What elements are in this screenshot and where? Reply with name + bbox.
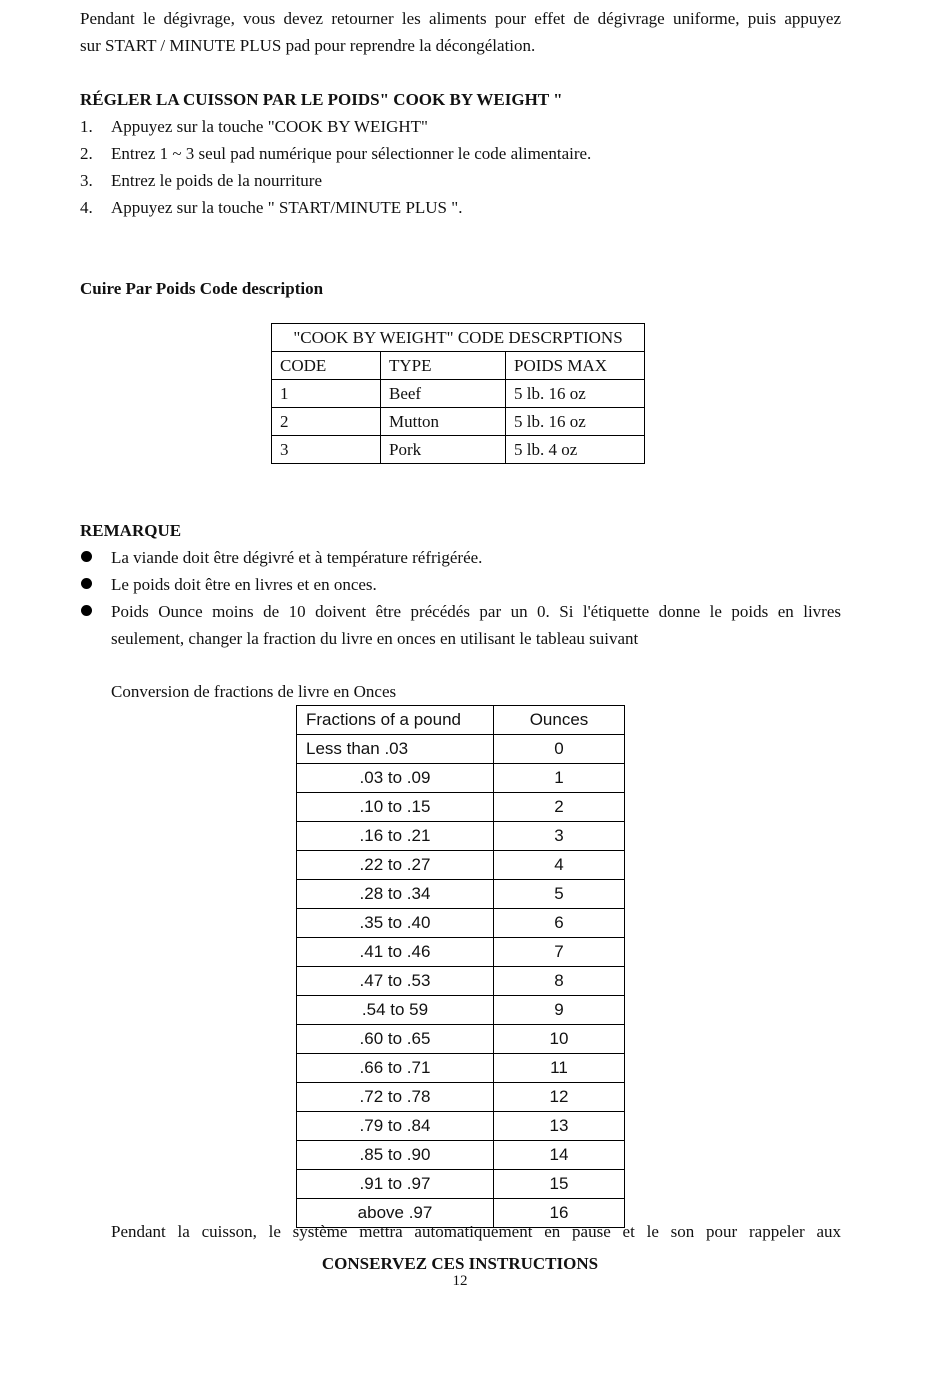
step-text: Appuyez sur la touche "COOK BY WEIGHT" <box>111 117 428 136</box>
table-cell: Less than .03 <box>297 735 494 764</box>
table-row <box>297 1083 625 1112</box>
table-cell: 1 <box>272 380 381 408</box>
column-header-ounces: Ounces <box>494 706 625 735</box>
step-number: 1. <box>80 117 93 136</box>
table-cell: 3 <box>494 822 625 851</box>
column-header-fractions: Fractions of a pound <box>297 706 494 735</box>
table-row <box>272 380 645 408</box>
table-row <box>297 793 625 822</box>
remarque-item-continued: seulement, changer la fraction du livre en onces en utilisant le tableau suivant <box>111 629 639 648</box>
remarque-item: Poids Ounce moins de 10 doivent être précédés par un 0. Si l'étiquette donne le poids en livres <box>111 602 841 621</box>
step-number: 4. <box>80 198 93 217</box>
table-cell: 3 <box>272 436 381 464</box>
column-header-type: TYPE <box>381 352 506 380</box>
table-cell: .47 to .53 <box>297 967 494 996</box>
table-row <box>297 938 625 967</box>
table-cell: 15 <box>494 1170 625 1199</box>
table-cell: 5 lb. 16 oz <box>506 408 645 436</box>
table-cell: 10 <box>494 1025 625 1054</box>
table-cell: .28 to .34 <box>297 880 494 909</box>
remarque-item: La viande doit être dégivré et à température réfrigérée. <box>111 548 483 567</box>
table-row <box>297 996 625 1025</box>
table-cell: .85 to .90 <box>297 1141 494 1170</box>
table-row <box>297 1112 625 1141</box>
column-header-poids-max: POIDS MAX <box>506 352 645 380</box>
table-cell: 13 <box>494 1112 625 1141</box>
step-text: Appuyez sur la touche " START/MINUTE PLUS ". <box>111 198 463 217</box>
closing-line: Pendant la cuisson, le système mettra automatiquement en pause et le son pour rappeler aux <box>111 1222 841 1241</box>
table-cell: .54 to 59 <box>297 996 494 1025</box>
table-row <box>297 1054 625 1083</box>
table-row <box>297 764 625 793</box>
table-header-row <box>272 352 645 380</box>
table-cell: 16 <box>494 1199 625 1228</box>
table-cell: Mutton <box>381 408 506 436</box>
remarque-heading: REMARQUE <box>80 521 182 540</box>
section-weight-heading: RÉGLER LA CUISSON PAR LE POIDS" COOK BY WEIGHT " <box>80 90 563 109</box>
table-cell: 2 <box>272 408 381 436</box>
table-row <box>297 967 625 996</box>
table-cell: 2 <box>494 793 625 822</box>
table-title: "COOK BY WEIGHT" CODE DESCRPTIONS <box>272 324 645 352</box>
column-header-code: CODE <box>272 352 381 380</box>
page-number: 12 <box>452 1273 468 1289</box>
table-title-row <box>272 324 645 352</box>
table-cell: 0 <box>494 735 625 764</box>
table-cell: 14 <box>494 1141 625 1170</box>
table-cell: .03 to .09 <box>297 764 494 793</box>
table-cell: .41 to .46 <box>297 938 494 967</box>
remarque-item: Le poids doit être en livres et en onces. <box>111 575 377 594</box>
step-number: 3. <box>80 171 93 190</box>
table-cell: .72 to .78 <box>297 1083 494 1112</box>
table-row <box>272 408 645 436</box>
table-row <box>297 1170 625 1199</box>
step-text: Entrez 1 ~ 3 seul pad numérique pour sélectionner le code alimentaire. <box>111 144 592 163</box>
table-cell: .22 to .27 <box>297 851 494 880</box>
table-header-row <box>297 706 625 735</box>
bullet-icon <box>81 578 92 589</box>
bullet-icon <box>81 605 92 616</box>
table-row <box>272 436 645 464</box>
table-cell: .10 to .15 <box>297 793 494 822</box>
table-cell: .79 to .84 <box>297 1112 494 1141</box>
table-row <box>297 851 625 880</box>
table-cell: 1 <box>494 764 625 793</box>
table-row <box>297 735 625 764</box>
intro-line-2: sur START / MINUTE PLUS pad pour reprendre la décongélation. <box>80 36 536 55</box>
step-number: 2. <box>80 144 93 163</box>
intro-line-1: Pendant le dégivrage, vous devez retourner les aliments pour effet de dégivrage uniforme, puis appuyez <box>80 9 841 28</box>
code-section-heading: Cuire Par Poids Code description <box>80 279 324 298</box>
table-cell: 4 <box>494 851 625 880</box>
conversion-table <box>296 705 625 1228</box>
table-cell: above .97 <box>297 1199 494 1228</box>
table-row <box>297 909 625 938</box>
table-cell: Pork <box>381 436 506 464</box>
table-row <box>297 880 625 909</box>
table-cell: .16 to .21 <box>297 822 494 851</box>
conversion-caption: Conversion de fractions de livre en Onces <box>111 682 397 701</box>
cook-by-weight-code-table <box>271 323 645 464</box>
table-cell: 12 <box>494 1083 625 1112</box>
table-row <box>297 1025 625 1054</box>
table-cell: 5 lb. 4 oz <box>506 436 645 464</box>
table-cell: 8 <box>494 967 625 996</box>
table-cell: 5 lb. 16 oz <box>506 380 645 408</box>
table-row <box>297 1141 625 1170</box>
table-row <box>297 822 625 851</box>
table-cell: 5 <box>494 880 625 909</box>
bullet-icon <box>81 551 92 562</box>
table-cell: .60 to .65 <box>297 1025 494 1054</box>
footer-title: CONSERVEZ CES INSTRUCTIONS <box>321 1254 599 1273</box>
table-cell: .35 to .40 <box>297 909 494 938</box>
table-cell: .66 to .71 <box>297 1054 494 1083</box>
table-cell: 6 <box>494 909 625 938</box>
table-cell: 7 <box>494 938 625 967</box>
table-cell: .91 to .97 <box>297 1170 494 1199</box>
table-cell: 9 <box>494 996 625 1025</box>
table-cell: 11 <box>494 1054 625 1083</box>
step-text: Entrez le poids de la nourriture <box>111 171 323 190</box>
table-cell: Beef <box>381 380 506 408</box>
